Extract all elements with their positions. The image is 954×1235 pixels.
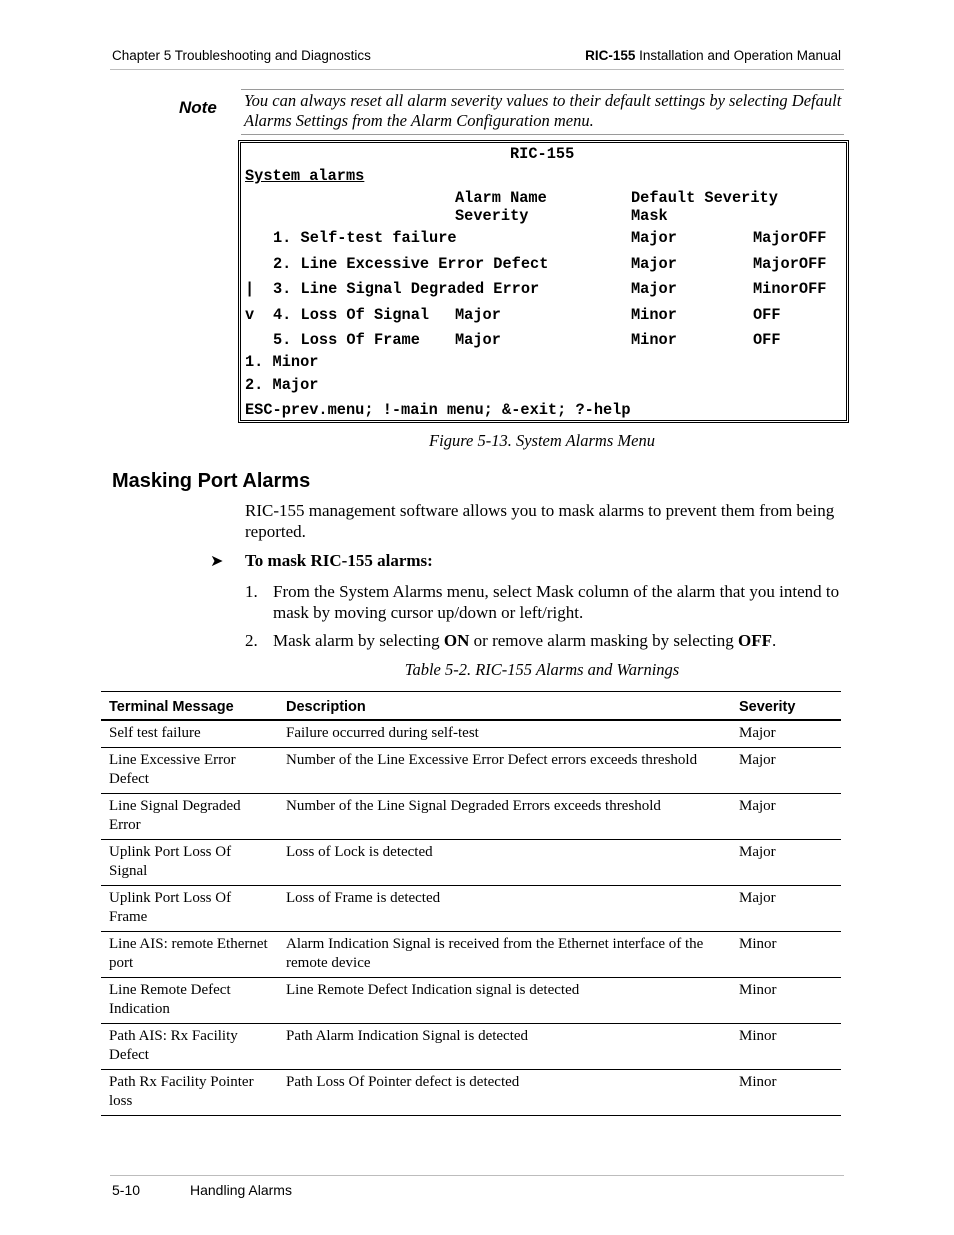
cell-description: Number of the Line Excessive Error Defect errors exceeds threshold — [278, 747, 731, 793]
terminal-alarm-row[interactable]: 5. Loss Of Frame — [273, 331, 420, 349]
step-text: From the System Alarms menu, select Mask column of the alarm that you intend to mask by moving cursor up/down or left/right. — [273, 582, 840, 622]
cell-severity: Major — [731, 839, 841, 885]
cell-description: Alarm Indication Signal is received from the Ethernet interface of the remote device — [278, 931, 731, 977]
figure-caption: Figure 5-13. System Alarms Menu — [429, 431, 655, 450]
terminal-option-major[interactable]: 2. Major — [245, 376, 319, 394]
cell-description: Loss of Frame is detected — [278, 885, 731, 931]
cell-severity: Minor — [731, 1069, 841, 1115]
step-number: 2. — [245, 631, 258, 650]
col-description: Description — [278, 692, 731, 721]
terminal-alarm-severity[interactable]: Major — [455, 331, 501, 349]
terminal-alarm-mask[interactable]: MajorOFF — [753, 255, 827, 273]
col-header-severity: Severity — [455, 207, 529, 225]
step-number: 1. — [245, 582, 258, 601]
note-rule-bottom — [241, 134, 844, 135]
cell-severity: Major — [731, 747, 841, 793]
cell-severity: Minor — [731, 1023, 841, 1069]
col-header-alarm-name: Alarm Name — [455, 189, 547, 207]
procedure-arrow-icon: ➤ — [210, 553, 224, 570]
cell-severity: Major — [731, 720, 841, 747]
terminal-alarm-default: Minor — [631, 331, 677, 349]
cell-message: Uplink Port Loss Of Signal — [101, 839, 278, 885]
table-row — [101, 1069, 841, 1115]
running-header-chapter: Chapter 5 Troubleshooting and Diagnostics — [112, 48, 371, 63]
footer-section: Handling Alarms — [190, 1182, 292, 1198]
terminal-nav-help: ESC-prev.menu; !-main menu; &-exit; ?-help — [245, 401, 631, 419]
table-row — [101, 720, 841, 747]
step2-text-c: . — [772, 631, 777, 650]
terminal-title: RIC-155 — [510, 145, 575, 163]
cell-message: Line Excessive Error Defect — [101, 747, 278, 793]
col-header-mask: Mask — [631, 207, 668, 225]
terminal-alarm-default: Major — [631, 255, 677, 273]
terminal-alarm-default: Minor — [631, 306, 677, 324]
cell-message: Self test failure — [101, 720, 278, 747]
cell-description: Path Alarm Indication Signal is detected — [278, 1023, 731, 1069]
intro-paragraph: RIC-155 management software allows you to mask alarms to prevent them from being reported. — [245, 501, 835, 541]
alarms-table — [101, 691, 841, 1116]
step2-on: ON — [443, 631, 470, 650]
page-number: 5-10 — [112, 1182, 141, 1198]
table-row — [101, 931, 841, 977]
col-header-default-severity: Default Severity — [631, 189, 778, 207]
terminal-row-marker — [245, 255, 254, 273]
note-rule-top — [241, 89, 844, 90]
terminal-menu-name: System alarms — [245, 167, 365, 185]
terminal-alarm-row[interactable]: 3. Line Signal Degraded Error — [273, 280, 540, 298]
cell-message: Path AIS: Rx Facility Defect — [101, 1023, 278, 1069]
table-caption: Table 5-2. RIC-155 Alarms and Warnings — [404, 660, 680, 679]
terminal-alarm-row[interactable]: 4. Loss Of Signal — [273, 306, 430, 324]
table-row — [101, 793, 841, 839]
cell-severity: Minor — [731, 931, 841, 977]
cell-message: Line Remote Defect Indication — [101, 977, 278, 1023]
cell-severity: Minor — [731, 977, 841, 1023]
footer-divider — [110, 1175, 844, 1176]
terminal-scroll-marker: | — [245, 280, 255, 298]
cell-severity: Major — [731, 885, 841, 931]
cell-message: Line Signal Degraded Error — [101, 793, 278, 839]
cell-description: Loss of Lock is detected — [278, 839, 731, 885]
col-severity: Severity — [731, 692, 841, 721]
cell-severity: Major — [731, 793, 841, 839]
cell-description: Line Remote Defect Indication signal is detected — [278, 977, 731, 1023]
terminal-row-marker — [245, 229, 254, 247]
cell-message: Path Rx Facility Pointer loss — [101, 1069, 278, 1115]
step2-text-b: or remove alarm masking by selecting — [469, 631, 739, 650]
note-text: You can always reset all alarm severity values to their default settings by selecting Default Alarms Settings from the Alarm Configuration menu. — [244, 91, 842, 130]
step2-text-a: Mask alarm by selecting — [273, 631, 444, 650]
table-row — [101, 977, 841, 1023]
manual-product-name: RIC-155 — [585, 48, 636, 63]
terminal-row-marker — [245, 331, 254, 349]
terminal-alarm-mask[interactable]: OFF — [753, 331, 781, 349]
note-label: Note — [179, 98, 217, 117]
terminal-alarm-default: Major — [631, 229, 677, 247]
terminal-alarm-severity[interactable]: Major — [455, 306, 501, 324]
terminal-screen — [238, 140, 849, 423]
cell-message: Line AIS: remote Ethernet port — [101, 931, 278, 977]
col-terminal-message: Terminal Message — [101, 692, 278, 721]
procedure-title: To mask RIC-155 alarms: — [245, 551, 433, 570]
terminal-alarm-row[interactable]: 2. Line Excessive Error Defect — [273, 255, 549, 273]
step-text — [273, 630, 843, 651]
table-row — [101, 839, 841, 885]
terminal-scroll-marker: v — [245, 306, 255, 324]
terminal-alarm-mask[interactable]: MinorOFF — [753, 280, 827, 298]
cell-message: Uplink Port Loss Of Frame — [101, 885, 278, 931]
header-divider — [110, 69, 844, 70]
manual-title: Installation and Operation Manual — [635, 48, 841, 63]
table-row — [101, 1023, 841, 1069]
cell-description: Path Loss Of Pointer defect is detected — [278, 1069, 731, 1115]
terminal-alarm-row[interactable]: 1. Self-test failure — [273, 229, 457, 247]
running-header-manual — [585, 48, 841, 63]
terminal-alarm-mask[interactable]: OFF — [753, 306, 781, 324]
terminal-alarm-default: Major — [631, 280, 677, 298]
cell-description: Number of the Line Signal Degraded Errors exceeds threshold — [278, 793, 731, 839]
table-header-row — [101, 692, 841, 721]
table-row — [101, 885, 841, 931]
terminal-option-minor[interactable]: 1. Minor — [245, 353, 319, 371]
table-row — [101, 747, 841, 793]
cell-description: Failure occurred during self-test — [278, 720, 731, 747]
step2-off: OFF — [738, 631, 773, 650]
section-title: Masking Port Alarms — [112, 470, 311, 492]
terminal-alarm-mask[interactable]: MajorOFF — [753, 229, 827, 247]
